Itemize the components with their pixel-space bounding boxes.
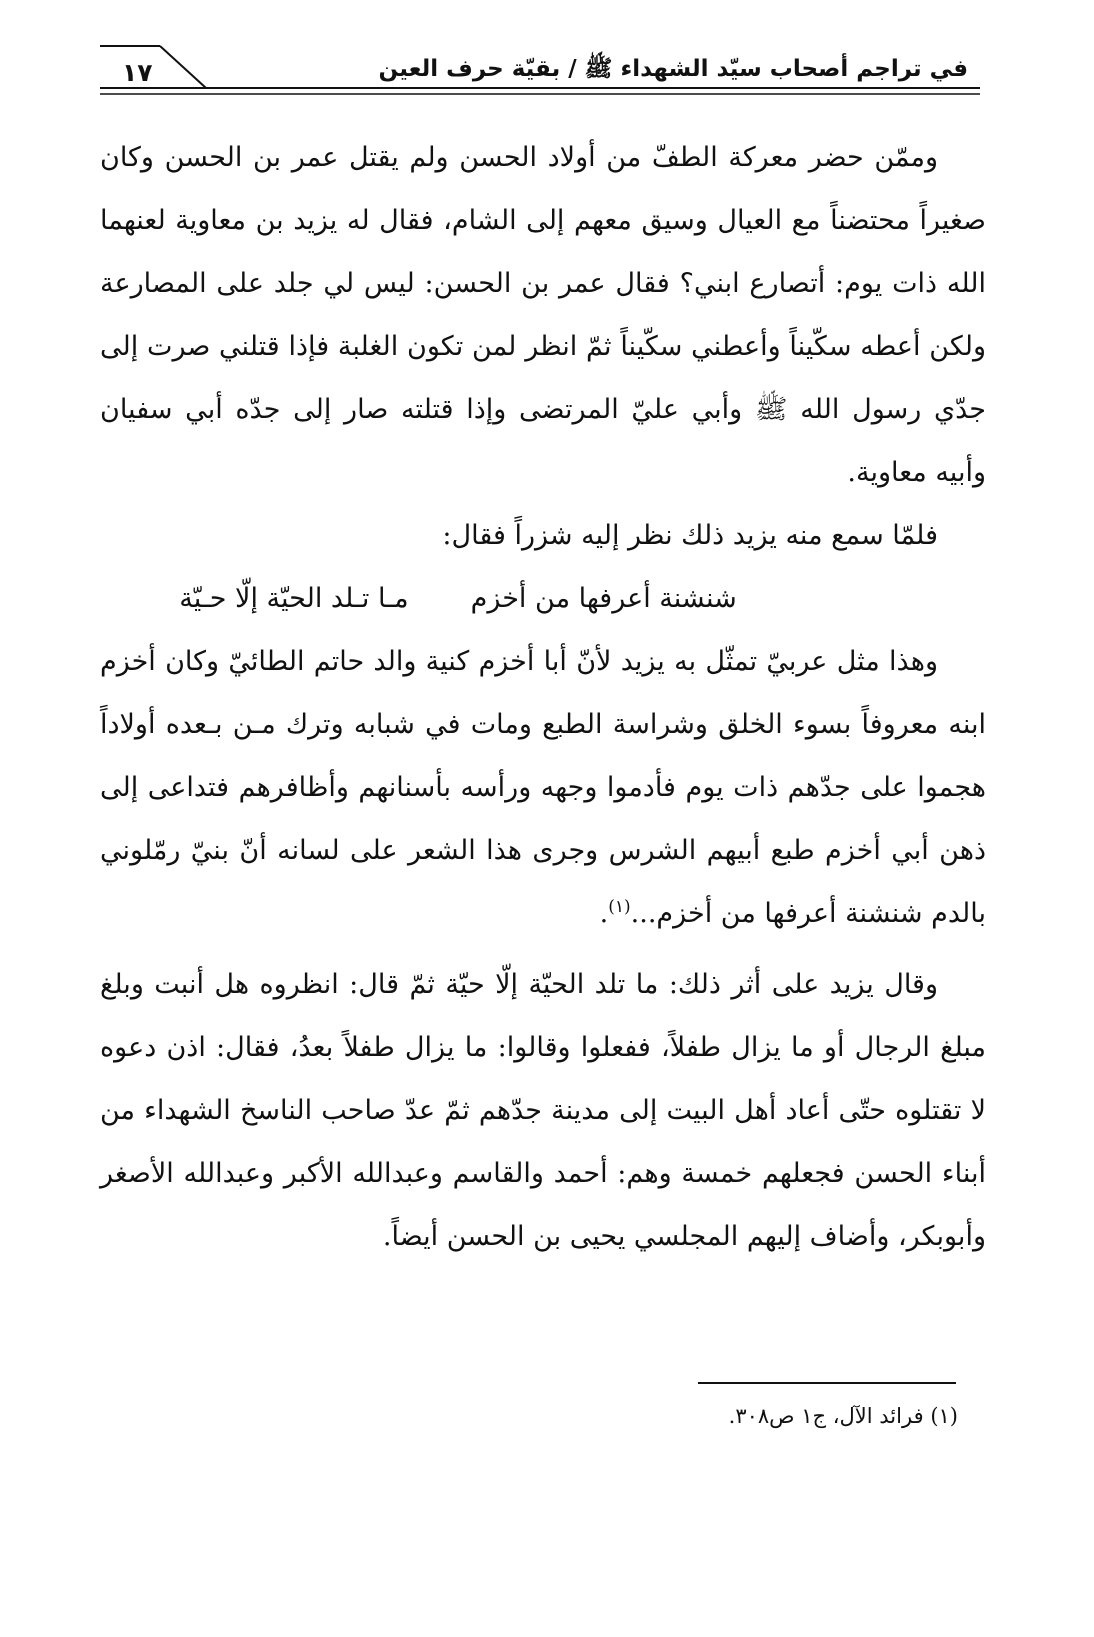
poem-verse [100, 567, 986, 630]
footnote-text: فرائد الآل، ج١ ص٣٠٨. [728, 1404, 924, 1428]
paragraph [100, 630, 986, 945]
paragraph: وممّن حضر معركة الطفّ من أولاد الحسن ولم يقتل عمر بن الحسن وكان صغيراً محتضناً مع العيال وسيق معهم إلى الشام، فقال له يزيد بن معاوية لعنهما الله ذات يوم: أتصارع ابني؟ فقال عمر بن الحسن: ليس لي جلد على المصارعة ولكن أعطه سكّيناً وأعطني سكّيناً ثمّ انظر لمن تكون الغلبة فإذا قتلني صرت إلى جدّي رسول الله ﷺ وأبي عليّ المرتضى وإذا قتلته صار إلى جدّه أبي سفيان وأبيه معاوية. [100, 142, 986, 488]
footnote [729, 1404, 958, 1428]
paragraph-text: وهذا مثل عربيّ تمثّل به يزيد لأنّ أبا أخزم كنية والد حاتم الطائيّ وكان أخزم ابنه معروفاً بسوء الخلق وشراسة الطبع ومات في شبابه وترك مـن بـعده أولاداً هجموا على جدّهم ذات يوم فأدموا وجهه ورأسه بأسنانهم وأظافرهم فتداعى إلى ذهن أبي أخزم طبع أبيهم الشرس وجرى هذا الشعر على لسانه أنّ بنيّ رمّلوني بالدم شنشنة أعرفها من أخزم... [100, 646, 986, 929]
running-header [100, 40, 980, 102]
verse-hemistich-left: مـا تـلد الحيّة إلّا حـيّة [179, 583, 409, 614]
paragraph-end-mark: . [599, 898, 609, 929]
footnote-reference: (١) [608, 897, 631, 917]
paragraph: وقال يزيد على أثر ذلك: ما تلد الحيّة إلّا حيّة ثمّ قال: انظروه هل أنبت وبلغ مبلغ الرجال أو ما يزال طفلاً، ففعلوا وقالوا: ما يزال طفلاً بعدُ، فقال: اذن دعوه لا تقتلوه حتّى أعاد أهل البيت إلى مدينة جدّهم ثمّ عدّ صاحب الناسخ الشهداء من أبناء الحسن فجعلهم خمسة وهم: أحمد والقاسم وعبدالله الأكبر وعبدالله الأصغر وأبوبكر، وأضاف إليهم المجلسي يحيى بن الحسن أيضاً. [100, 969, 986, 1252]
paragraph: فلمّا سمع منه يزيد ذلك نظر إليه شزراً فقال: [442, 520, 938, 551]
verse-hemistich-right: شنشنة أعرفها من أخزم [470, 583, 737, 614]
page-tab-slant [160, 46, 206, 88]
main-text [100, 126, 986, 1268]
header-title: في تراجم أصحاب سيّد الشهداء ﷺ / بقيّة حرف العين [378, 56, 968, 82]
page-number: ١٧ [122, 58, 153, 87]
footnote-marker: (١) [930, 1404, 958, 1428]
footnote-separator [698, 1382, 956, 1384]
